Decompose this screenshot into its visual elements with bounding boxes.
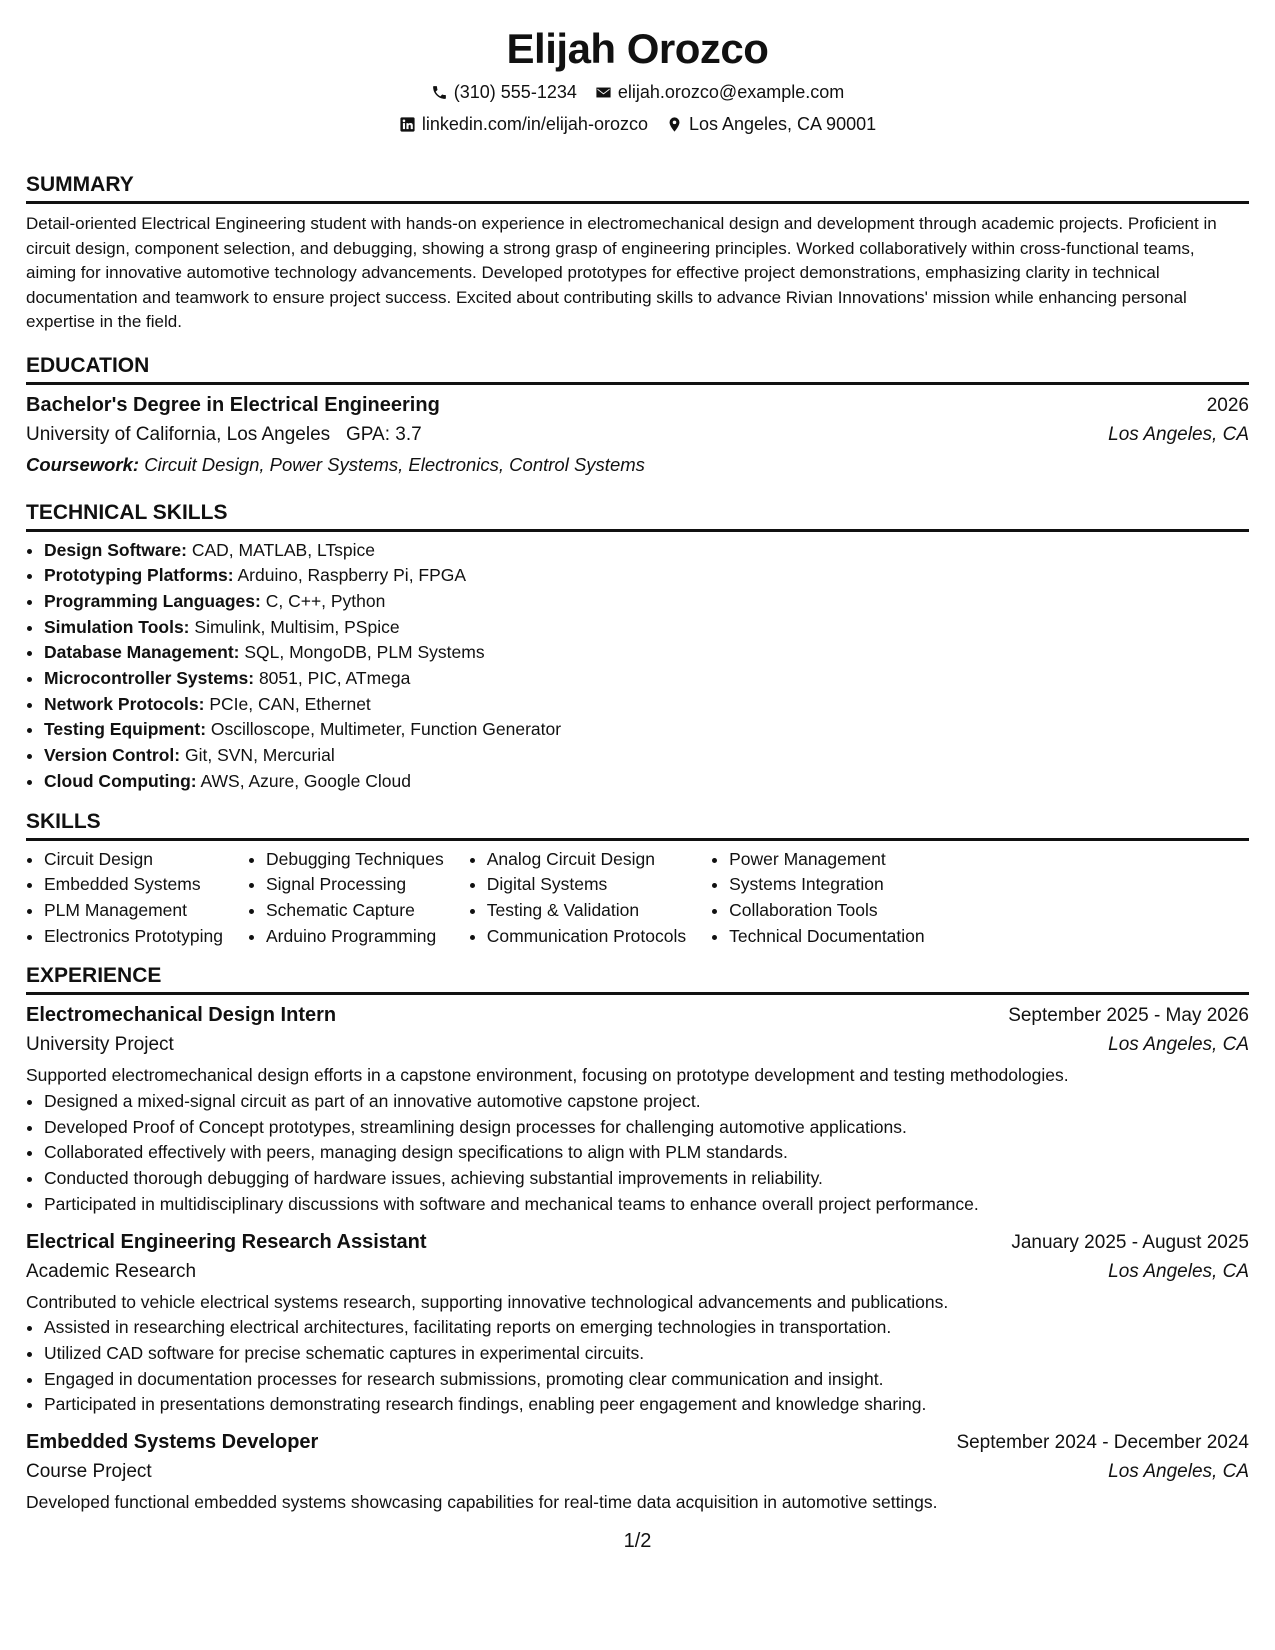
job-organization: Course Project — [26, 1461, 152, 1483]
job-title: Electrical Engineering Research Assistant — [26, 1230, 427, 1253]
technical-skill-value: PCIe, CAN, Ethernet — [209, 693, 371, 714]
map-pin-icon — [666, 115, 684, 133]
technical-skill-label: Microcontroller Systems: — [44, 668, 255, 689]
skill-item: • Debugging Techniques — [266, 847, 444, 873]
experience-entry — [26, 1428, 1249, 1516]
experience-entry — [26, 1228, 1249, 1419]
technical-skill-label: Prototyping Platforms: — [44, 565, 234, 586]
phone-icon — [431, 83, 449, 101]
technical-skill-label: Network Protocols: — [44, 693, 205, 714]
job-bullet: • Participated in multidisciplinary discussions with software and mechanical teams to enhance overall project performance. — [44, 1192, 1249, 1218]
skill-item: • Arduino Programming — [266, 924, 444, 950]
technical-skill-value: Simulink, Multisim, PSpice — [194, 616, 400, 637]
school-name: University of California, Los Angeles — [26, 423, 331, 445]
technical-skill-item — [44, 692, 1249, 718]
experience-heading: EXPERIENCE — [26, 963, 1249, 995]
technical-skills-heading: TECHNICAL SKILLS — [26, 500, 1249, 532]
skill-item: • Schematic Capture — [266, 898, 444, 924]
job-dates: September 2024 - December 2024 — [956, 1432, 1249, 1454]
education-location: Los Angeles, CA — [1108, 423, 1249, 445]
job-bullet: • Participated in presentations demonstrating research findings, enabling peer engagement and knowledge sharing. — [44, 1392, 1249, 1418]
education-entry — [26, 391, 1249, 480]
skill-item: • Systems Integration — [729, 872, 925, 898]
skill-item: • Communication Protocols — [487, 924, 686, 950]
technical-skill-label: Simulation Tools: — [44, 616, 190, 637]
experience-sub-row — [26, 1257, 1249, 1287]
technical-skill-label: Testing Equipment: — [44, 719, 207, 740]
technical-skill-item — [44, 538, 1249, 564]
skill-item: • Electronics Prototyping — [44, 924, 223, 950]
linkedin-text[interactable]: linkedin.com/in/elijah-orozco — [421, 114, 648, 134]
skill-item: • Analog Circuit Design — [487, 847, 686, 873]
email-contact[interactable] — [595, 80, 844, 104]
technical-skill-label: Cloud Computing: — [44, 770, 197, 791]
summary-heading: SUMMARY — [26, 172, 1249, 204]
technical-skill-item — [44, 640, 1249, 666]
skills-column — [711, 847, 925, 950]
job-bullet: • Collaborated effectively with peers, managing design specifications to align with PLM standards. — [44, 1140, 1249, 1166]
job-location: Los Angeles, CA — [1108, 1034, 1249, 1056]
experience-list — [26, 1001, 1249, 1515]
skill-item: • Circuit Design — [44, 847, 223, 873]
coursework-label: Coursework: — [26, 453, 140, 475]
technical-skill-item — [44, 743, 1249, 769]
experience-sub-row — [26, 1030, 1249, 1060]
skills-column — [248, 847, 444, 950]
phone-contact — [431, 80, 577, 104]
envelope-icon — [595, 83, 613, 101]
job-bullet: • Assisted in researching electrical architectures, facilitating reports on emerging technologies in transportation. — [44, 1315, 1249, 1341]
technical-skill-value: SQL, MongoDB, PLM Systems — [244, 642, 485, 663]
experience-header-row — [26, 1228, 1249, 1257]
linkedin-contact[interactable] — [399, 112, 648, 136]
technical-skill-item — [44, 666, 1249, 692]
skill-item: • Signal Processing — [266, 872, 444, 898]
experience-entry — [26, 1001, 1249, 1217]
experience-header-row — [26, 1001, 1249, 1030]
technical-skill-value: C, C++, Python — [265, 590, 386, 611]
degree-title: Bachelor's Degree in Electrical Engineering — [26, 393, 440, 416]
coursework — [26, 450, 1249, 480]
technical-skill-item — [44, 615, 1249, 641]
technical-skill-value: Git, SVN, Mercurial — [185, 745, 335, 766]
skills-column — [26, 847, 223, 950]
job-bullet: • Utilized CAD software for precise schematic captures in experimental circuits. — [44, 1341, 1249, 1367]
coursework-list: Circuit Design, Power Systems, Electronics, Control Systems — [144, 453, 645, 475]
technical-skill-value: CAD, MATLAB, LTspice — [191, 539, 375, 560]
job-location: Los Angeles, CA — [1108, 1260, 1249, 1282]
job-organization: University Project — [26, 1034, 174, 1056]
linkedin-icon — [399, 115, 417, 133]
experience-header-row — [26, 1428, 1249, 1457]
technical-skill-value: 8051, PIC, ATmega — [258, 668, 411, 689]
technical-skill-value: Oscilloscope, Multimeter, Function Generator — [210, 719, 562, 740]
skills-heading: SKILLS — [26, 809, 1249, 841]
job-dates: September 2025 - May 2026 — [1008, 1005, 1249, 1027]
technical-skill-value: AWS, Azure, Google Cloud — [200, 770, 411, 791]
job-description: Contributed to vehicle electrical systems research, supporting innovative technological advancements and publications. — [26, 1291, 949, 1312]
job-bullet: • Designed a mixed-signal circuit as part of an innovative automotive capstone project. — [44, 1089, 1249, 1115]
job-bullet: • Conducted thorough debugging of hardware issues, achieving substantial improvements in reliability. — [44, 1166, 1249, 1192]
technical-skill-label: Database Management: — [44, 642, 240, 663]
skill-item: • Power Management — [729, 847, 925, 873]
experience-sub-row — [26, 1457, 1249, 1487]
job-description: Developed functional embedded systems showcasing capabilities for real-time data acquisition in automotive settings. — [26, 1492, 938, 1513]
phone-text: (310) 555-1234 — [453, 82, 577, 102]
technical-skill-label: Programming Languages: — [44, 590, 261, 611]
technical-skills-list — [26, 538, 1249, 795]
technical-skill-value: Arduino, Raspberry Pi, FPGA — [237, 565, 467, 586]
location-contact — [666, 112, 876, 136]
job-bullet: • Developed Proof of Concept prototypes, streamlining design processes for challenging automotive applications. — [44, 1115, 1249, 1141]
school-gpa — [26, 420, 422, 450]
gpa: GPA: 3.7 — [346, 423, 422, 445]
candidate-name: Elijah Orozco — [506, 25, 769, 72]
technical-skill-label: Design Software: — [44, 539, 187, 560]
technical-skill-label: Version Control: — [44, 745, 181, 766]
technical-skill-item — [44, 563, 1249, 589]
resume-page — [26, 0, 1249, 1650]
job-bullets — [26, 1315, 1249, 1418]
job-dates: January 2025 - August 2025 — [1011, 1231, 1249, 1253]
contact-line-2 — [26, 112, 1249, 136]
technical-skill-item — [44, 769, 1249, 795]
job-title: Electromechanical Design Intern — [26, 1004, 337, 1027]
job-bullet: • Engaged in documentation processes for research submissions, promoting clear communication and insight. — [44, 1367, 1249, 1393]
job-description: Supported electromechanical design efforts in a capstone environment, focusing on prototype development and testing methodologies. — [26, 1065, 1069, 1086]
skill-item: • PLM Management — [44, 898, 223, 924]
contact-line-1 — [26, 80, 1249, 104]
summary-text: Detail-oriented Electrical Engineering student with hands-on experience in electromechanical design and development through academic projects. Proficient in circuit design, component selection, and debugging, showing a strong grasp of engineering principles. Worked collaboratively within cross-functional teams, aiming for innovative automotive technology advancements. Developed prototypes for effective project demonstrations, emphasizing clarity in technical documentation and teamwork to ensure project success. Excited about contributing skills to advance Rivian Innovations' mission while enhancing personal expertise in the field. — [26, 214, 1217, 331]
skill-item: • Embedded Systems — [44, 872, 223, 898]
skill-item: • Testing & Validation — [487, 898, 686, 924]
skills-grid — [26, 847, 1249, 950]
job-location: Los Angeles, CA — [1108, 1461, 1249, 1483]
page-number: 1/2 — [623, 1530, 652, 1552]
skills-column — [469, 847, 686, 950]
location-text: Los Angeles, CA 90001 — [688, 114, 877, 134]
job-organization: Academic Research — [26, 1260, 197, 1282]
skill-item: • Digital Systems — [487, 872, 686, 898]
education-heading: EDUCATION — [26, 353, 1249, 385]
skill-item: • Collaboration Tools — [729, 898, 925, 924]
graduation-year: 2026 — [1206, 394, 1249, 416]
job-bullets — [26, 1089, 1249, 1218]
skill-item: • Technical Documentation — [729, 924, 925, 950]
technical-skill-item — [44, 589, 1249, 615]
job-title: Embedded Systems Developer — [26, 1431, 319, 1454]
email-text[interactable]: elijah.orozco@example.com — [617, 82, 845, 102]
technical-skill-item — [44, 717, 1249, 743]
